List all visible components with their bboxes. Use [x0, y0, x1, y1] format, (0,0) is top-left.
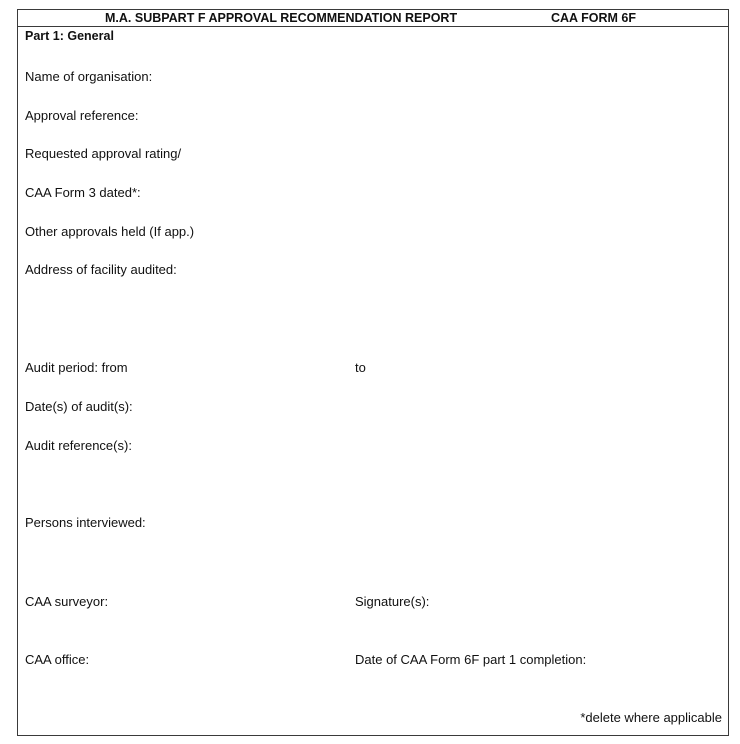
form-id: CAA FORM 6F — [551, 11, 636, 25]
form-frame — [17, 9, 729, 736]
persons-interviewed-label: Persons interviewed: — [25, 515, 146, 530]
audit-references-label: Audit reference(s): — [25, 438, 132, 453]
requested-approval-rating-label: Requested approval rating/ — [25, 146, 182, 161]
approval-reference-label: Approval reference: — [25, 108, 139, 123]
name-of-organisation-label: Name of organisation: — [25, 69, 153, 84]
signatures-label: Signature(s): — [355, 594, 430, 609]
caa-office-label: CAA office: — [25, 652, 90, 667]
caa-form3-dated-label: CAA Form 3 dated*: — [25, 185, 141, 200]
audit-period-from-label: Audit period: from — [25, 360, 128, 375]
form-title: M.A. SUBPART F APPROVAL RECOMMENDATION REPORT — [105, 11, 458, 25]
dates-of-audit-label: Date(s) of audit(s): — [25, 399, 133, 414]
other-approvals-held-label: Other approvals held (If app.) — [25, 224, 195, 239]
part-1-heading: Part 1: General — [25, 29, 114, 43]
date-of-completion-label: Date of CAA Form 6F part 1 completion: — [355, 652, 587, 667]
form-header — [18, 10, 728, 27]
footnote: *delete where applicable — [580, 710, 722, 725]
caa-surveyor-label: CAA surveyor: — [25, 594, 109, 609]
address-of-facility-label: Address of facility audited: — [25, 262, 177, 277]
audit-period-to-label: to — [355, 360, 366, 375]
